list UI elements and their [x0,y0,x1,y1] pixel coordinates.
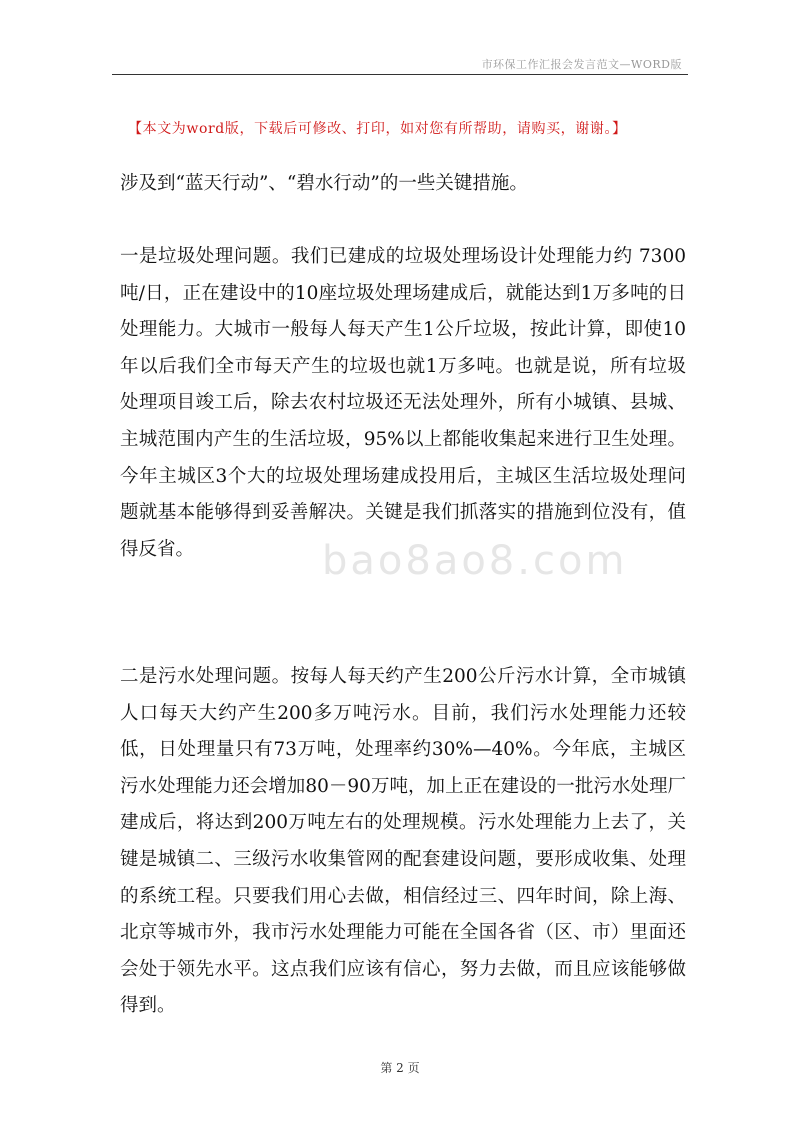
document-title: 市环保工作汇报会发言范文—WORD版 [481,58,682,71]
intro-paragraph: 涉及到“蓝天行动”、“碧水行动”的一些关键措施。 [120,173,528,194]
paragraph-sewage-treatment: 二是污水处理问题。按每人每天约产生200公斤污水计算，全市城镇人口每天大约产生200多万吨污水。目前，我们污水处理能力还较低，日处理量只有73万吨，处理率约30%—40%。今年底，主城区污水处理能力还会增加80－90万吨，加上正在建设的一批污水处理厂建成后，将达到200万吨左右的处理规模。污水处理能力上去了，关键是城镇二、三级污水收集管网的配套建设问题，要形成收集、处理的系统工程。只要我们用心去做，相信经过三、四年时间，除上海、北京等城市外，我市污水处理能力可能在全国各省（区、市）里面还会处于领先水平。这点我们应该有信心，努力去做，而且应该能够做得到。 [120,666,686,1017]
download-notice: 【本文为word版，下载后可修改、打印，如对您有所帮助，请购买，谢谢。】 [128,121,627,137]
page-header [112,54,688,75]
page-number: 第 2 页 [380,1061,420,1075]
watermark: bao8ao8.com [322,538,628,584]
paragraph-garbage-treatment: 一是垃圾处理问题。我们已建成的垃圾处理场设计处理能力约 7300吨/日，正在建设中的10座垃圾处理场建成后，就能达到1万多吨的日处理能力。大城市一般每人每天产生1公斤垃圾，按此计算，即使10年以后我们全市每天产生的垃圾也就1万多吨。也就是说，所有垃圾处理项目竣工后，除去农村垃圾还无法处理外，所有小城镇、县城、主城范围内产生的生活垃圾，95%以上都能收集起来进行卫生处理。今年主城区3个大的垃圾处理场建成投用后，主城区生活垃圾处理问题就基本能够得到妥善解决。关键是我们抓落实的措施到位没有，值得反省。 [120,246,686,560]
